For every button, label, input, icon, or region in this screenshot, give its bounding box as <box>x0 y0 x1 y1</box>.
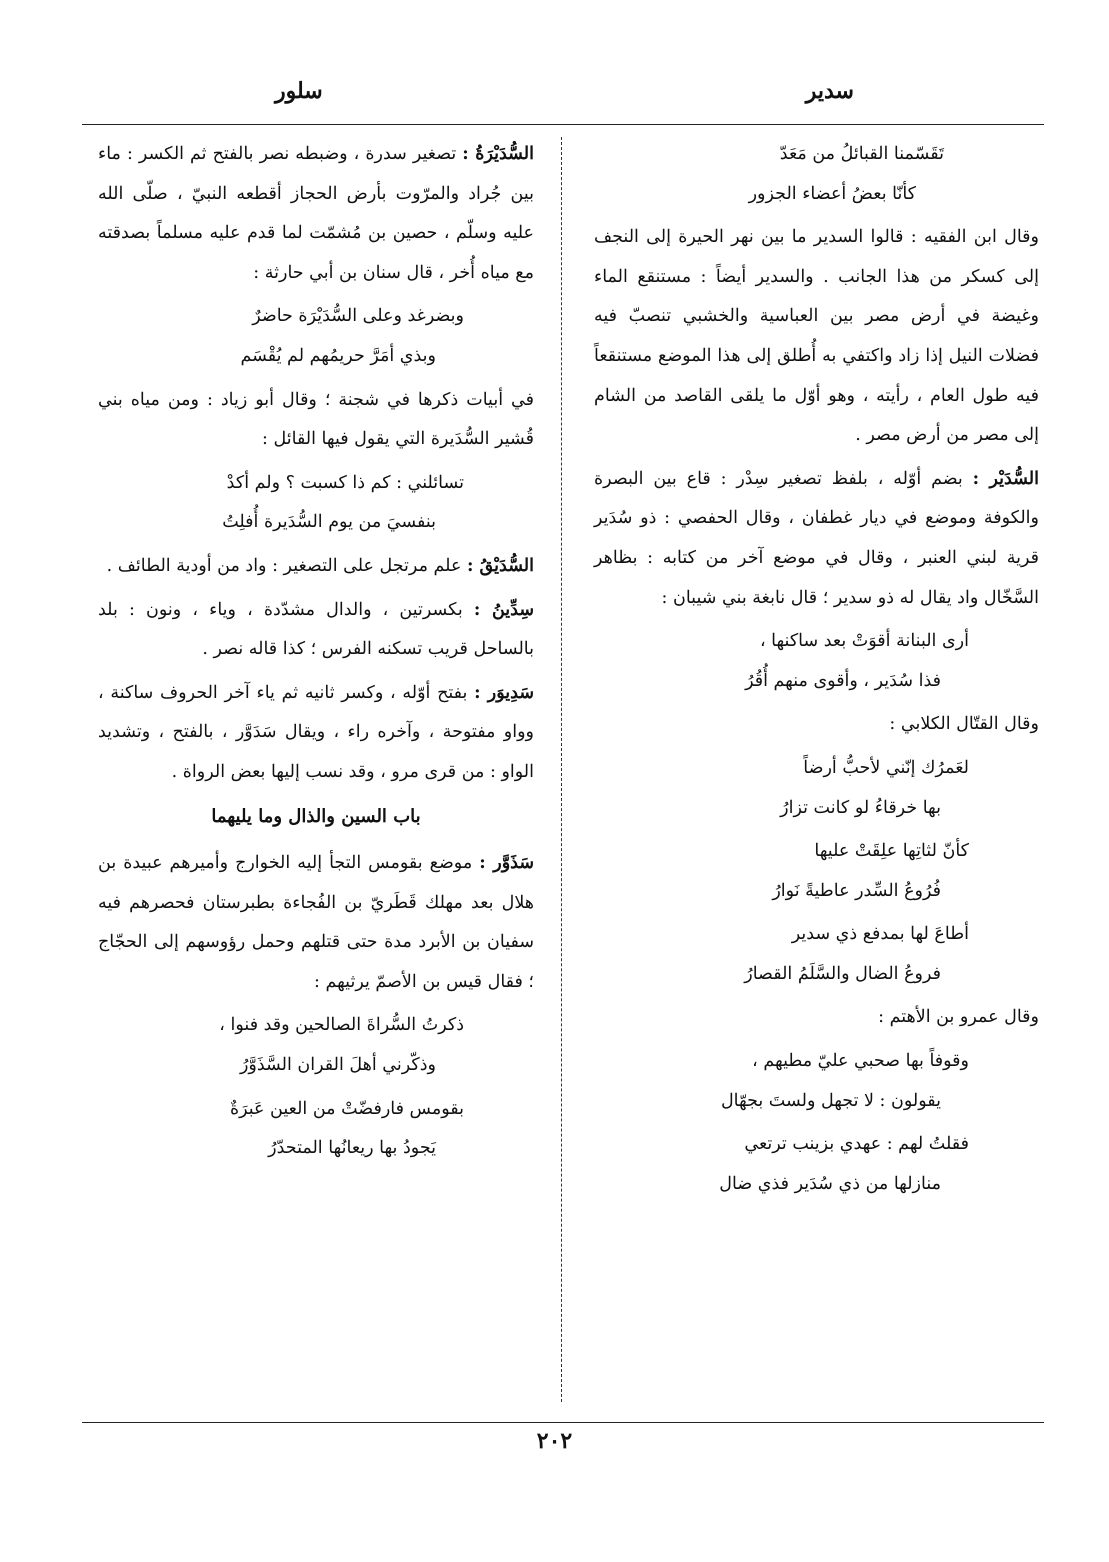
text-paragraph <box>594 218 1039 456</box>
text-paragraph <box>98 381 534 460</box>
dictionary-entry <box>98 591 534 670</box>
entry-text: بكسرتين ، والدال مشدّدة ، وياء ، ونون : بلد بالساحل قريب تسكنه الفرس ؛ كذا قاله نصر . <box>98 599 534 660</box>
entry-text: موضع بقومس التجأ إليه الخوارج وأميرهم عبيدة بن هلال بعد مهلك قَطَريّ بن الفُجاءة بطبرستان فحصرهم فيه سفيان بن الأبرد مدة حتى قتلهم وحمل رؤوسهم إلى الحجّاج ؛ فقال قيس بن الأصمّ يرثيهم : <box>98 853 534 992</box>
verse-first-hemistich: تسائلني : كم ذا كسبت ؟ ولم أكدْ <box>226 472 464 493</box>
verse-first-hemistich: ذكرتُ السُّراةَ الصالحين وقد فنوا ، <box>219 1015 464 1036</box>
verse-couplet <box>98 1006 534 1085</box>
right-column <box>594 135 1039 1204</box>
verse-second-hemistich: فُرُوعُ السِّدر عاطيةً نَوارُ <box>772 880 941 901</box>
verse-second-hemistich: وذكّرني أهلَ القران السَّذَوَّرُ <box>239 1055 436 1076</box>
text-paragraph <box>594 998 1039 1038</box>
text-paragraph <box>594 705 1039 745</box>
entry-text: بضم أوّله ، بلفظ تصغير سِدْر : قاع بين البصرة والكوفة وموضع في ديار غطفان ، وقال الحفصي : ذو سُدَير قرية لبني العنبر ، وقال في موضع آخر من كتابه : بظاهر السَّخّال واد يقال له ذو سدير ؛ قال نابغة بني شيبان : <box>594 468 1039 608</box>
verse-second-hemistich: منازلها من ذي سُدَير فذي ضال <box>719 1173 941 1194</box>
verse-second-hemistich: فذا سُدَير ، وأقوى منهم أُقُرُ <box>745 670 941 691</box>
entry-text: علم مرتجل على التصغير : واد من أودية الطائف . <box>106 555 462 576</box>
dictionary-entry <box>98 547 534 587</box>
entry-text: بفتح أوّله ، وكسر ثانيه ثم ياء آخر الحروف ساكنة ، وواو مفتوحة ، وآخره راء ، ويقال سَدَوَّر ، بالفتح ، وتشديد الواو : من قرى مرو ، وقد نسب إليها بعض الرواة . <box>98 682 534 782</box>
verse-couplet <box>594 622 1039 701</box>
entry-text: في أبيات ذكرها في شجنة ؛ وقال أبو زياد : ومن مياه بني قُشير السُّدَيرة التي يقول فيها القائل : <box>98 389 534 450</box>
entry-text: تصغير سدرة ، وضبطه نصر بالفتح ثم الكسر : ماء بين جُراد والمرّوت بأرض الحجاز أقطعه النبيّ ، صلّى الله عليه وسلّم ، حصين بن مُشمّت لما قدم عليه مسلماً بصدقته مع مياه أُخر ، قال سنان بن أبي حارثة : <box>98 144 534 283</box>
verse-first-hemistich: أرى البنانة أقوَتْ بعد ساكنها ، <box>759 631 969 652</box>
entry-text: وقال ابن الفقيه : قالوا السدير ما بين نهر الحيرة إلى النجف إلى كسكر من هذا الجانب . والسدير أيضاً : مستنقع الماء وغيضة في أرض مصر بين العباسية والخشبي تنصبّ فيه فضلات النيل إذا زاد واكتفي به أُطلق إلى هذا الموضع مستنقعاً فيه طول العام ، رأيته ، وهو أوّل ما يلقى القاصد من الشام إلى مصر من أرض مصر . <box>594 227 1039 446</box>
entry-headword: السُّدَيْرَةُ : <box>462 144 534 164</box>
verse-couplet <box>594 749 1039 828</box>
entry-headword: سَذَوَّر : <box>479 853 534 874</box>
page-number: ٢٠٢ <box>536 1428 573 1454</box>
verse-second-hemistich: بنفسيَ من يوم السُّدَيرة أُفلِتُ <box>222 512 436 533</box>
running-header-left: سلور <box>275 78 323 104</box>
verse-first-hemistich: وبضرغد وعلى السُّدَيْرَة حاضرٌ <box>252 306 464 327</box>
verse-first-hemistich: تَقَسّمنا القبائلُ من مَعَدّ <box>779 144 944 164</box>
verse-couplet <box>98 297 534 376</box>
dictionary-entry <box>98 674 534 793</box>
entry-headword: السُّدَيْر : <box>972 468 1039 489</box>
verse-second-hemistich: وبذي أمَرَّ حريمُهم لم يُقْسَم <box>240 345 436 366</box>
verse-couplet <box>594 1125 1039 1204</box>
verse-first-hemistich: كأنّ لثاتِها علِقَتْ عليها <box>814 841 969 862</box>
entry-headword: السُّدَيْقُ : <box>466 555 534 576</box>
verse-couplet <box>594 135 1039 214</box>
verse-first-hemistich: لعَمرُك إنّني لأحبُّ أرضاً <box>803 757 969 778</box>
entry-text: وقال عمرو بن الأهتم : <box>878 1007 1039 1028</box>
verse-first-hemistich: أطاعَ لها بمدفع ذي سدير <box>791 924 969 945</box>
verse-second-hemistich: يَجودُ بها ريعانُها المتحدّرُ <box>268 1138 436 1159</box>
running-header-right: سدير <box>805 78 854 104</box>
verse-first-hemistich: وقوفاً بها صحبي عليّ مطيهم ، <box>752 1051 969 1072</box>
verse-second-hemistich: بها خرقاءُ لو كانت تزارُ <box>780 797 941 818</box>
verse-first-hemistich: فقلتُ لهم : عهدي بزينب ترتعي <box>744 1134 969 1155</box>
bottom-rule <box>82 1422 1044 1423</box>
entry-headword: سَدِيوَر : <box>474 682 534 703</box>
column-divider <box>561 137 562 1402</box>
verse-couplet <box>594 832 1039 911</box>
entry-text: وقال القتّال الكلابي : <box>889 714 1039 735</box>
verse-first-hemistich: بقومس فارفضّتْ من العين عَبرَةٌ <box>229 1098 464 1119</box>
top-rule <box>82 124 1044 125</box>
left-column <box>98 135 534 1169</box>
verse-couplet <box>594 915 1039 994</box>
verse-second-hemistich: كأنّا بعضُ أعضاء الجزور <box>748 183 916 204</box>
verse-couplet <box>594 1042 1039 1121</box>
verse-couplet <box>98 464 534 543</box>
dictionary-entry <box>98 844 534 1002</box>
verse-couplet <box>98 1090 534 1169</box>
entry-headword: سِدِّينُ : <box>473 599 534 620</box>
section-heading: باب السين والذال وما يليهما <box>211 805 421 827</box>
verse-second-hemistich: فروعُ الضال والسَّلَمُ القصارُ <box>744 963 941 984</box>
dictionary-entry <box>98 135 534 293</box>
dictionary-entry <box>594 460 1039 618</box>
verse-second-hemistich: يقولون : لا تجهل ولستَ بجهّال <box>720 1090 941 1111</box>
